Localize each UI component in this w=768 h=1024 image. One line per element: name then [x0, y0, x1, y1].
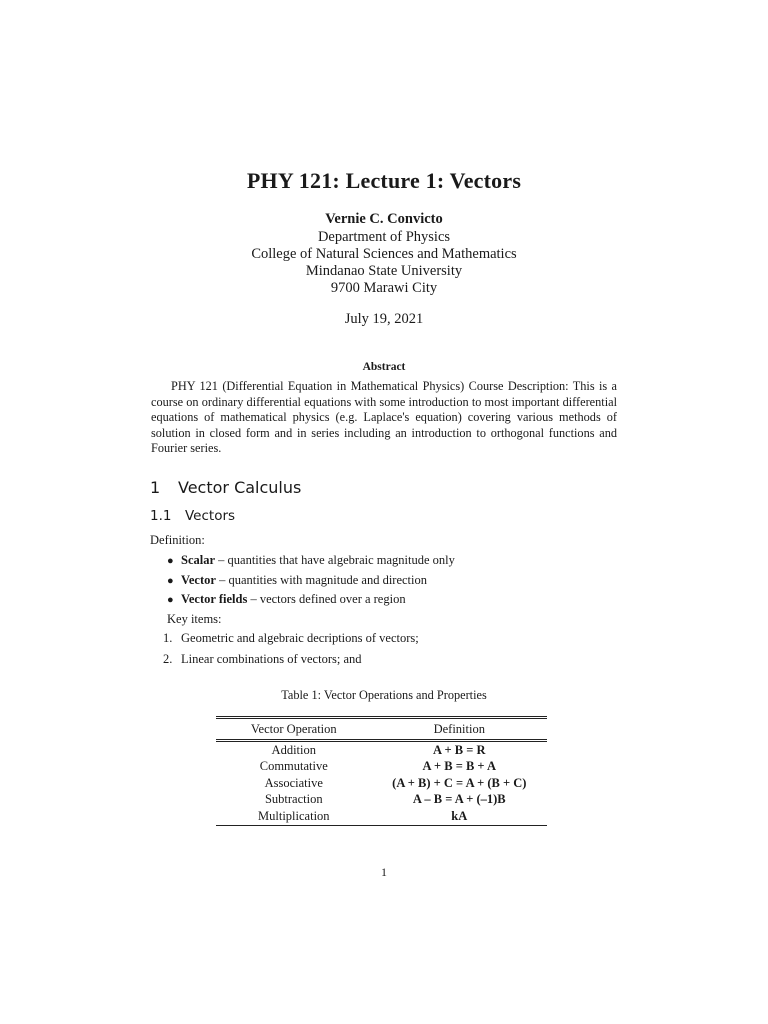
enum-number: 1. [163, 631, 173, 645]
table-header-definition: Definition [372, 718, 547, 741]
enum-text: Linear combinations of vectors; and [181, 652, 362, 666]
table-cell-operation: Multiplication [216, 808, 372, 826]
paper-title: PHY 121: Lecture 1: Vectors [246, 168, 522, 193]
abstract-body: PHY 121 (Differential Equation in Mathematical Physics) Course Description: This is a course on ordinary differential equations with some introduction to most important differential equations of mathematical physics (e.g. Laplace's equation) covering various methods of solution in closed form and in series including an introduction to orthogonal functions and Fourier series. [151, 379, 617, 456]
list-item [167, 572, 427, 589]
list-item [163, 630, 419, 646]
section-number: 1 [150, 478, 161, 497]
vector-operations-table [216, 716, 547, 826]
list-item [167, 552, 455, 569]
author-department: Department of Physics [317, 229, 451, 245]
list-item [163, 651, 362, 667]
table-cell-operation: Commutative [259, 759, 328, 773]
author-university: Mindanao State University [305, 263, 463, 279]
document-date: July 19, 2021 [344, 311, 424, 327]
key-items-label: Key items: [167, 612, 222, 626]
table-cell-operation: Subtraction [264, 792, 323, 806]
table-row [216, 740, 547, 758]
bullet-icon: ● [167, 594, 174, 606]
bullet-desc: – quantities that have algebraic magnitude only [215, 553, 455, 567]
section-heading [150, 478, 301, 497]
enum-text: Geometric and algebraic decriptions of vectors; [181, 631, 419, 645]
subsection-heading [150, 508, 235, 524]
bullet-term: Scalar [181, 553, 216, 567]
table-cell-operation: Associative [264, 775, 323, 790]
page-number: 1 [381, 865, 387, 879]
table-caption: Table 1: Vector Operations and Properties [281, 688, 487, 702]
enum-number: 2. [163, 652, 173, 666]
table-cell-definition: kA [372, 808, 547, 826]
definition-label: Definition: [150, 533, 205, 547]
subsection-title: Vectors [185, 508, 236, 524]
table-cell-operation: Addition [271, 742, 316, 757]
abstract-heading: Abstract [362, 361, 406, 373]
table-header-row [216, 718, 547, 741]
table-cell-definition: A – B = A + (–1)B [412, 792, 506, 806]
table-row [216, 808, 547, 826]
table-header-operation: Vector Operation [216, 718, 372, 741]
list-item [167, 591, 406, 608]
author-college: College of Natural Sciences and Mathematics [251, 246, 517, 262]
bullet-icon: ● [167, 555, 174, 567]
bullet-term: Vector [181, 573, 216, 587]
table-cell-definition: A + B = B + A [422, 759, 497, 773]
table-cell-definition: (A + B) + C = A + (B + C) [392, 775, 527, 790]
bullet-desc: – vectors defined over a region [247, 592, 406, 606]
bullet-term: Vector fields [181, 592, 248, 606]
author-city: 9700 Marawi City [330, 280, 438, 296]
table-row [216, 758, 547, 775]
table-cell-definition: A + B = R [433, 742, 486, 757]
bullet-desc: – quantities with magnitude and direction [215, 573, 428, 587]
section-title: Vector Calculus [178, 478, 302, 497]
table-row [216, 791, 547, 808]
bullet-icon: ● [167, 575, 174, 587]
author-name: Vernie C. Convicto [325, 211, 443, 227]
table-row [216, 775, 547, 792]
subsection-number: 1.1 [150, 508, 172, 524]
